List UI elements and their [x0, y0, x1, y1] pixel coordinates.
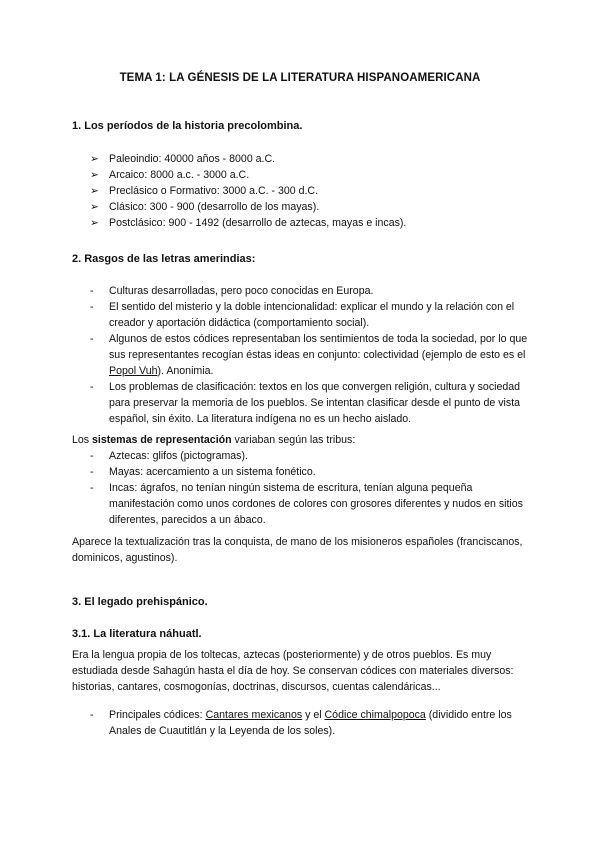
- list-item: - El sentido del misterio y la doble intencionalidad: explicar el mundo y la relación con el creador y aportación didáctica (comportamiento social).: [90, 301, 515, 329]
- list-item: - Algunos de estos códices representaban los sentimientos de toda la sociedad, por lo que sus representantes recogían éstas ideas en conjunto: colectividad (ejemplo de esto es el Popol Vuh). Anonimia.: [90, 333, 528, 377]
- section-2-heading: 2. Rasgos de las letras amerindias:: [72, 253, 256, 265]
- page-title: TEMA 1: LA GÉNESIS DE LA LITERATURA HISPANOAMERICANA: [119, 72, 481, 84]
- dash-bullet-icon: -: [90, 301, 94, 313]
- list-item: ➢ Preclásico o Formativo: 3000 a.C. - 300 d.C.: [90, 185, 319, 197]
- dash-bullet-icon: -: [90, 381, 94, 393]
- codices-list: [72, 707, 532, 739]
- arrow-bullet-icon: ➢: [90, 169, 99, 181]
- codice-chimalpopoca-reference: Códice chimalpopoca: [324, 709, 426, 721]
- dash-bullet-icon: -: [90, 450, 94, 462]
- period-list: [72, 151, 532, 231]
- traits-list: [72, 283, 532, 427]
- popol-vuh-reference: Popol Vuh: [109, 365, 158, 377]
- list-item: ➢ Postclásico: 900 - 1492 (desarrollo de aztecas, mayas e incas).: [90, 217, 407, 229]
- systems-term: sistemas de representación: [92, 434, 232, 446]
- systems-list: [72, 448, 532, 528]
- list-item: ➢ Arcaico: 8000 a.c. - 3000 a.C.: [90, 169, 250, 181]
- list-item: - Incas: ágrafos, no tenían ningún sistema de escritura, tenían alguna pequeña manifestación como unos cordones de colores con grosores diferentes y nudos en sitios diferentes, parecidos a un ábaco.: [90, 482, 523, 526]
- list-item: ➢ Paleoindio: 40000 años - 8000 a.C.: [90, 153, 276, 165]
- section-1-heading: 1. Los períodos de la historia precolombina.: [72, 120, 303, 132]
- systems-intro: Los sistemas de representación variaban según las tribus:: [72, 434, 356, 446]
- textualization-paragraph: Aparece la textualización tras la conquista, de mano de los misioneros españoles (franciscanos, dominicos, agustinos).: [72, 536, 523, 564]
- section-3-1-heading: 3.1. La literatura náhuatl.: [72, 628, 202, 640]
- dash-bullet-icon: -: [90, 466, 94, 478]
- section-3-heading: 3. El legado prehispánico.: [72, 596, 208, 608]
- arrow-bullet-icon: ➢: [90, 201, 99, 213]
- arrow-bullet-icon: ➢: [90, 217, 99, 229]
- list-item: - Culturas desarrolladas, pero poco conocidas en Europa.: [90, 285, 374, 297]
- arrow-bullet-icon: ➢: [90, 153, 99, 165]
- list-item: ➢ Clásico: 300 - 900 (desarrollo de los mayas).: [90, 201, 320, 213]
- list-item: - Principales códices: Cantares mexicanos y el Códice chimalpopoca (dividido entre los Anales de Cuautitlán y la Leyenda de los soles).: [90, 709, 512, 737]
- list-item: - Los problemas de clasificación: textos en los que convergen religión, cultura y sociedad para preservar la memoria de los pueblos. Se intentan clasificar desde el punto de vista español, sin éxito. La literatura indígena no es un hecho aislado.: [90, 381, 521, 425]
- arrow-bullet-icon: ➢: [90, 185, 99, 197]
- list-item: - Mayas: acercamiento a un sistema fonético.: [90, 466, 316, 478]
- dash-bullet-icon: -: [90, 285, 94, 297]
- dash-bullet-icon: -: [90, 333, 94, 345]
- nahuatl-paragraph: Era la lengua propia de los toltecas, aztecas (posteriormente) y de otros pueblos. Es muy estudiada desde Sahagún hasta el día de hoy. Se conservan códices con materiales diversos: historias, cantares, cosmogonías, doctrinas, discursos, cuentas calendáricas...: [72, 649, 514, 693]
- dash-bullet-icon: -: [90, 709, 94, 721]
- cantares-mexicanos-reference: Cantares mexicanos: [205, 709, 303, 721]
- dash-bullet-icon: -: [90, 482, 94, 494]
- list-item: - Aztecas: glifos (pictogramas).: [90, 450, 248, 462]
